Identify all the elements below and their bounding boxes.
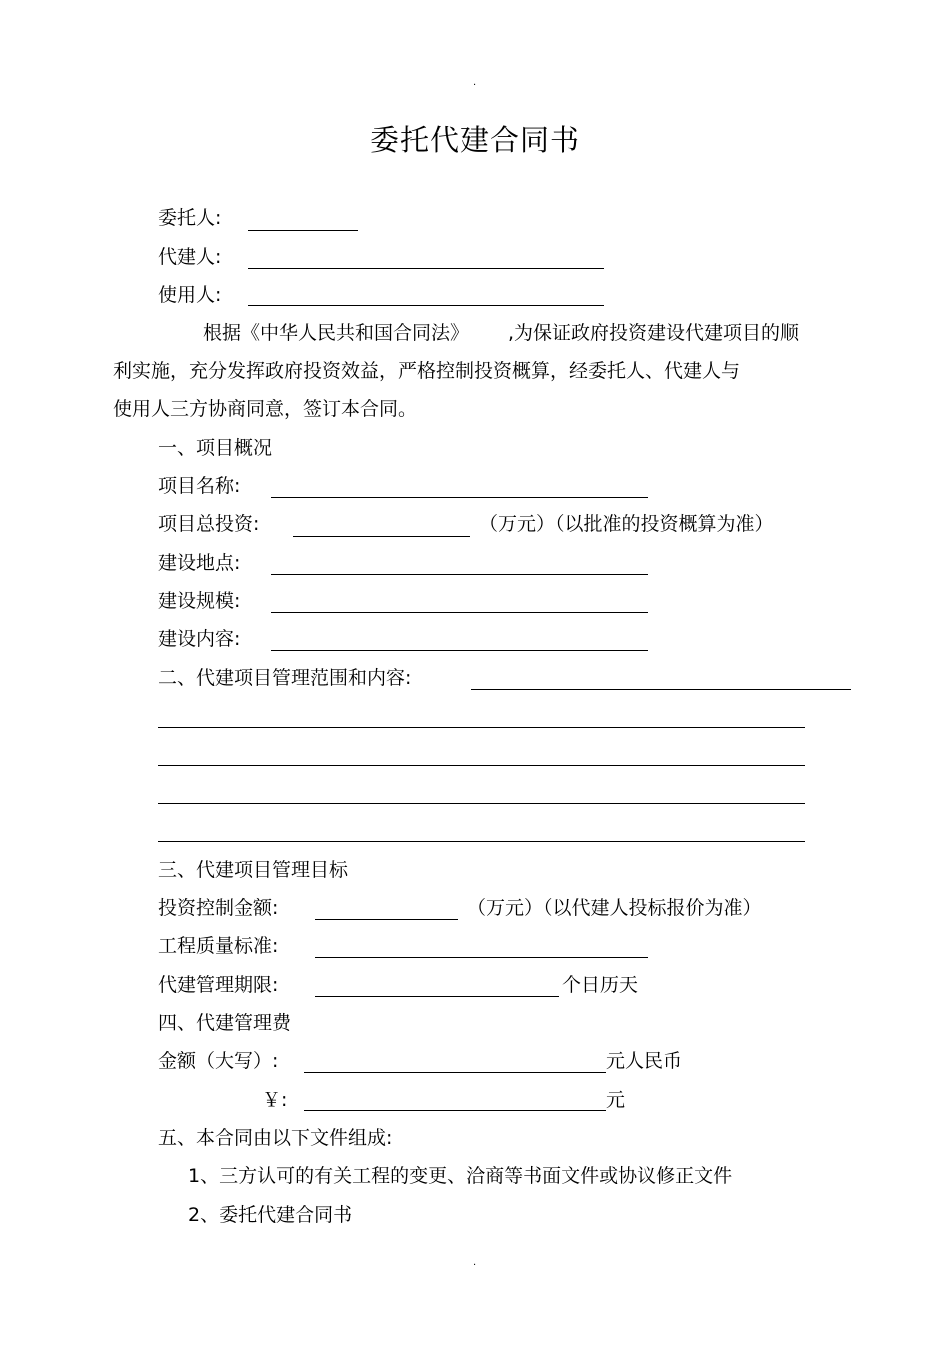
document-title: 委托代建合同书 — [369, 123, 580, 157]
management-period-label: 代建管理期限: — [158, 974, 279, 996]
management-period-unit: 个日历天 — [562, 974, 639, 996]
scale-label: 建设规模: — [158, 590, 241, 612]
control-amount-note: （万元）（以代建人投标报价为准） — [467, 897, 762, 919]
client-label: 委托人: — [158, 207, 222, 229]
quality-standard-label: 工程质量标准: — [158, 935, 279, 957]
fee-yen-label: ￥: — [262, 1089, 288, 1111]
fee-words-unit: 元人民币 — [606, 1050, 683, 1072]
project-investment-note: （万元）（以批准的投资概算为准） — [479, 513, 774, 535]
fee-words-label: 金额（大写）: — [158, 1050, 279, 1072]
preamble-line1b: ,为保证政府投资建设代建项目的顺 — [508, 322, 800, 344]
content-blank[interactable] — [271, 650, 648, 651]
document-list-item: 1、三方认可的有关工程的变更、洽商等书面文件或协议修正文件 — [188, 1165, 733, 1187]
section4-heading: 四、代建管理费 — [158, 1012, 292, 1034]
fee-yen-unit: 元 — [606, 1089, 626, 1111]
footer-mark: . — [473, 1257, 477, 1268]
scope-blank-3[interactable] — [158, 765, 805, 766]
location-label: 建设地点: — [158, 552, 241, 574]
scope-blank-5[interactable] — [158, 841, 805, 842]
document-list-item: 2、委托代建合同书 — [188, 1204, 353, 1226]
client-blank[interactable] — [248, 230, 358, 231]
scope-blank-2[interactable] — [158, 727, 805, 728]
agent-label: 代建人: — [158, 246, 222, 268]
project-name-blank[interactable] — [271, 497, 648, 498]
scope-blank-1[interactable] — [471, 689, 851, 690]
content-label: 建设内容: — [158, 628, 241, 650]
quality-standard-blank[interactable] — [315, 957, 648, 958]
control-amount-label: 投资控制金额: — [158, 897, 279, 919]
control-amount-blank[interactable] — [315, 919, 458, 920]
section2-heading: 二、代建项目管理范围和内容: — [158, 667, 412, 689]
preamble-line2: 利实施，充分发挥政府投资效益，严格控制投资概算，经委托人、代建人与 — [113, 360, 741, 382]
fee-words-blank[interactable] — [304, 1072, 606, 1073]
section3-heading: 三、代建项目管理目标 — [158, 859, 349, 881]
scale-blank[interactable] — [271, 612, 648, 613]
fee-yen-blank[interactable] — [304, 1110, 606, 1111]
header-mark: . — [473, 77, 477, 88]
location-blank[interactable] — [271, 574, 648, 575]
scope-blank-4[interactable] — [158, 803, 805, 804]
preamble-line1a: 根据《中华人民共和国合同法》 — [203, 322, 470, 344]
project-investment-blank[interactable] — [293, 536, 470, 537]
user-blank[interactable] — [248, 305, 604, 306]
section1-heading: 一、项目概况 — [158, 437, 273, 459]
agent-blank[interactable] — [248, 268, 604, 269]
user-label: 使用人: — [158, 284, 222, 306]
project-name-label: 项目名称: — [158, 475, 241, 497]
section5-heading: 五、本合同由以下文件组成: — [158, 1127, 393, 1149]
project-investment-label: 项目总投资: — [158, 513, 260, 535]
preamble-line3: 使用人三方协商同意，签订本合同。 — [113, 398, 418, 420]
management-period-blank[interactable] — [315, 996, 559, 997]
